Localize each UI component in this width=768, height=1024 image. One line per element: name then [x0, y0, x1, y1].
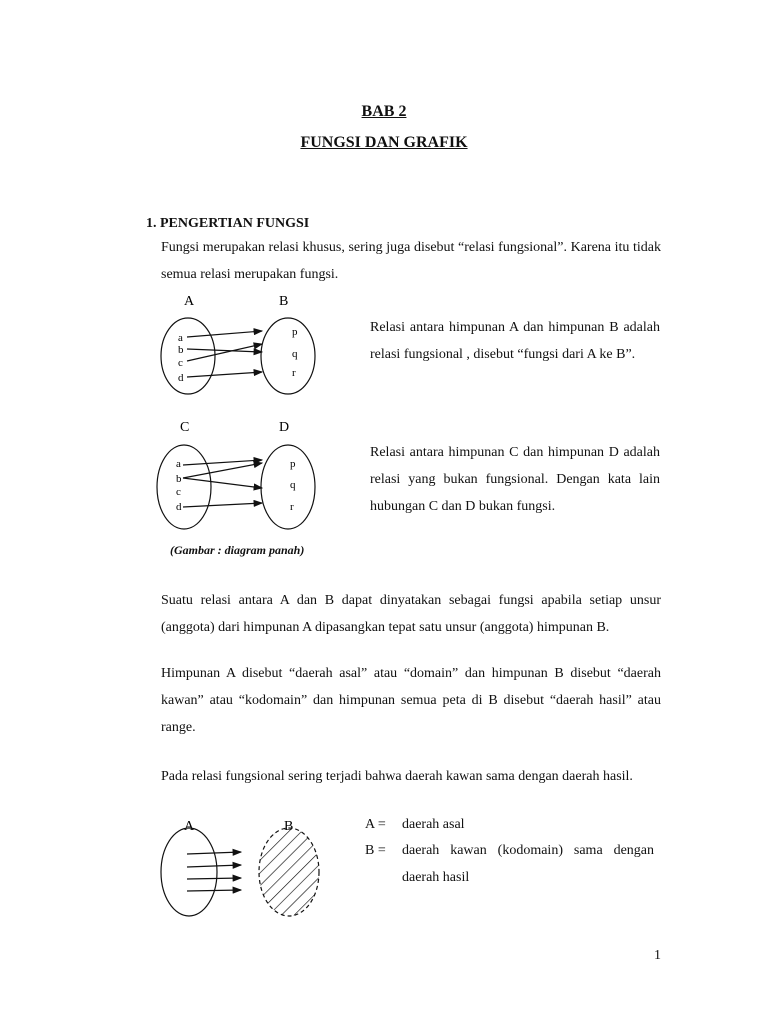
item-q: q: [290, 479, 296, 491]
page-number: 1: [654, 948, 661, 963]
range-hatching: [255, 822, 325, 922]
paragraph-domain: Himpunan A disebut “daerah asal” atau “domain” dan himpunan B disebut “daerah kawan” atau “kodomain” dan himpunan semua peta di B disebut “daerah hasil” atau range.: [161, 666, 661, 735]
paragraph-range: Pada relasi fungsional sering terjadi bahwa daerah kawan sama dengan daerah hasil.: [161, 769, 633, 784]
set-label-d: D: [279, 420, 290, 435]
arrow-a-p: [187, 331, 262, 337]
item-q: q: [292, 348, 298, 360]
item-r: r: [290, 501, 294, 513]
arrow-d-r: [183, 503, 262, 507]
definition-b-text: daerah kawan (kodomain) sama dengan daerah hasil: [402, 843, 654, 885]
arrow-diagram-non-functional: [150, 415, 330, 540]
set-label-b: B: [279, 294, 289, 309]
set-label-c: C: [180, 420, 190, 435]
section-heading: 1. PENGERTIAN FUNGSI: [146, 216, 310, 231]
definition-a-text: daerah asal: [402, 817, 465, 832]
item-p: p: [290, 458, 296, 470]
arrow-3: [187, 878, 241, 879]
set-a-ellipse: [161, 828, 217, 916]
set-label-a: A: [184, 294, 195, 309]
arrow-2: [187, 865, 241, 867]
page-title: FUNGSI DAN GRAFIK: [300, 134, 468, 151]
definition-b-label: B =: [365, 843, 386, 858]
item-p: p: [292, 326, 298, 338]
arrow-d-r: [187, 372, 262, 377]
diagram1-description: Relasi antara himpunan A dan himpunan B adalah relasi fungsional , disebut “fungsi dari A ke B”.: [370, 320, 660, 362]
intro-paragraph: Fungsi merupakan relasi khusus, sering juga disebut “relasi fungsional”. Karena itu tidak semua relasi merupakan fungsi.: [161, 240, 661, 282]
item-c: c: [176, 486, 181, 498]
set-label-a: A: [184, 819, 195, 834]
arrow-diagram-functional: [150, 290, 330, 402]
item-a: a: [178, 332, 183, 344]
arrow-b-q: [187, 349, 262, 352]
arrow-b-p: [183, 463, 262, 478]
set-d-ellipse: [261, 445, 315, 529]
item-d: d: [178, 372, 184, 384]
figure-caption: (Gambar : diagram panah): [170, 543, 305, 557]
paragraph-definition: Suatu relasi antara A dan B dapat dinyatakan sebagai fungsi apabila setiap unsur (anggota) dari himpunan A dipasangkan tepat satu unsur (anggota) himpunan B.: [161, 593, 661, 635]
item-b: b: [176, 473, 182, 485]
arrow-4: [187, 890, 241, 891]
item-d: d: [176, 501, 182, 513]
item-b: b: [178, 344, 184, 356]
set-label-b: B: [284, 819, 294, 834]
diagram2-description: Relasi antara himpunan C dan himpunan D adalah relasi yang bukan fungsional. Dengan kata lain hubungan C dan D bukan fungsi.: [370, 445, 660, 514]
arrow-a-p: [183, 460, 262, 465]
arrow-c-q: [187, 344, 262, 361]
item-c: c: [178, 357, 183, 369]
set-c-ellipse: [157, 445, 211, 529]
arrow-diagram-surjective: [155, 812, 355, 922]
chapter-number: BAB 2: [361, 103, 407, 120]
item-r: r: [292, 367, 296, 379]
arrow-b-q: [183, 478, 262, 488]
definition-a-label: A =: [365, 817, 386, 832]
item-a: a: [176, 458, 181, 470]
set-b-ellipse: [261, 318, 315, 394]
